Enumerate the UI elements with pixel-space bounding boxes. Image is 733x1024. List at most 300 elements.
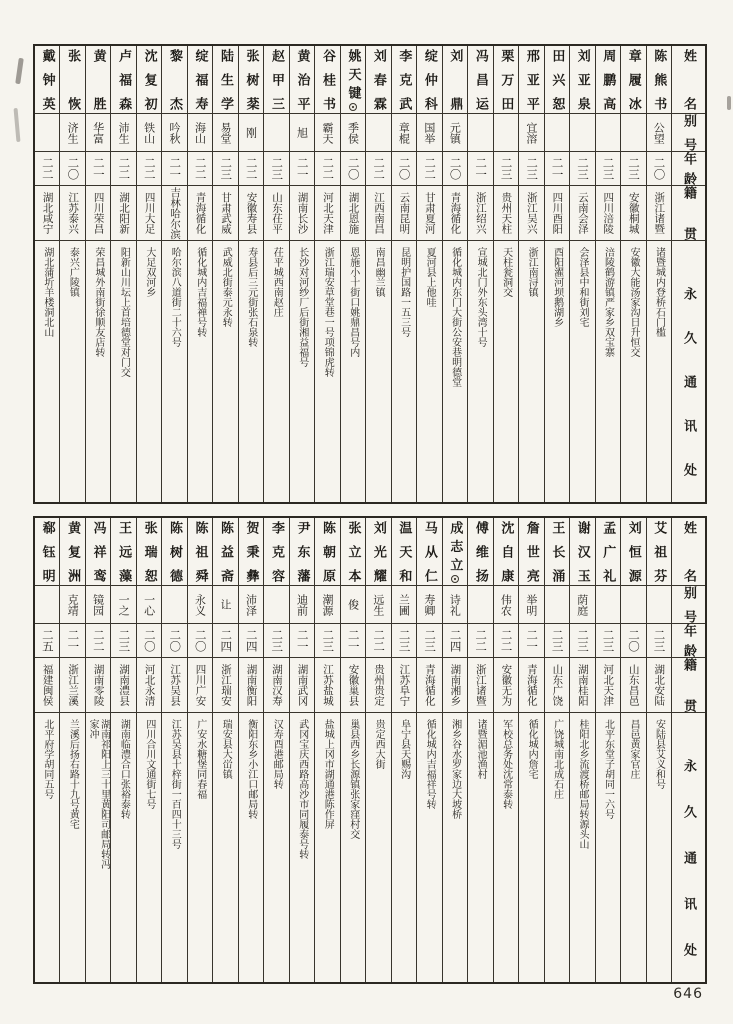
name-cell — [239, 46, 263, 114]
name-cell — [366, 46, 390, 114]
person-address: 衡阳东乡小江口邮局转 — [245, 719, 257, 819]
entry-column — [59, 46, 84, 502]
entry-column — [442, 518, 467, 982]
person-age: 二三 — [601, 157, 616, 180]
alias-cell — [647, 114, 671, 152]
native-place-cell — [621, 186, 645, 241]
native-place-cell — [417, 658, 441, 713]
header-age-label: 年龄 — [681, 624, 696, 657]
alias-cell — [188, 586, 212, 624]
age-cell — [264, 624, 288, 658]
annotation-mark — [451, 575, 459, 583]
address-cell — [647, 713, 671, 982]
entry-column — [340, 46, 365, 502]
person-address: 浙江瑞安草堂巷一号项锦虎转 — [322, 247, 334, 377]
name-cell — [188, 518, 212, 586]
name-cell — [494, 46, 518, 114]
person-name: 周鹏高 — [600, 49, 616, 110]
entry-column — [238, 46, 263, 502]
header-native-cell — [672, 186, 705, 241]
native-place-cell — [35, 658, 59, 713]
person-native-place: 四川荣昌 — [92, 192, 105, 234]
age-cell — [264, 152, 288, 186]
person-age: 二三 — [499, 157, 514, 180]
person-native-place: 湖南桂阳 — [576, 664, 589, 706]
person-age: 二三 — [270, 157, 285, 180]
address-cell — [519, 241, 543, 502]
alias-cell — [366, 114, 390, 152]
person-address: 昆明护国路一五三号 — [398, 247, 410, 337]
person-age: 二〇 — [346, 157, 361, 180]
alias-cell — [545, 586, 569, 624]
alias-cell — [468, 114, 492, 152]
address-cell — [392, 713, 416, 982]
age-cell — [570, 152, 594, 186]
person-native-place: 湖南衡阳 — [245, 664, 258, 706]
person-age: 二三 — [525, 157, 540, 180]
annotation-mark — [349, 103, 357, 111]
person-native-place: 浙江绍兴 — [474, 192, 487, 234]
entry-column — [263, 46, 288, 502]
person-age: 二三 — [397, 629, 412, 652]
alias-cell — [315, 586, 339, 624]
native-place-cell — [315, 658, 339, 713]
alias-cell — [417, 114, 441, 152]
person-name: 刘恒源 — [625, 521, 641, 582]
alias-cell — [264, 114, 288, 152]
person-address: 北平府学胡同五号 — [41, 719, 53, 799]
name-cell — [111, 46, 135, 114]
age-cell — [545, 624, 569, 658]
entry-column — [314, 518, 339, 982]
header-name-label: 姓名 — [681, 49, 696, 110]
person-address: 汉寿酉港邮局转 — [271, 719, 283, 789]
name-cell — [545, 46, 569, 114]
person-alias: 让 — [219, 599, 233, 610]
entry-column — [35, 46, 59, 502]
name-cell — [570, 46, 594, 114]
person-address: 江苏吴县十梓街一百四十三号 — [169, 719, 181, 849]
person-address: 四川合川文通街七号 — [143, 719, 155, 809]
person-address: 盐城上冈市湖通港陈作屏 — [322, 719, 334, 829]
person-name: 傅维扬 — [472, 521, 488, 582]
person-age: 二五 — [40, 629, 55, 652]
person-age: 二三 — [576, 629, 591, 652]
person-name: 刘亚泉 — [574, 49, 590, 110]
person-native-place: 云南会泽 — [576, 192, 589, 234]
person-name: 黄复洲 — [65, 521, 81, 582]
native-place-cell — [162, 186, 186, 241]
name-cell — [621, 46, 645, 114]
person-age: 二一 — [474, 157, 489, 180]
entry-column — [595, 46, 620, 502]
name-cell — [621, 518, 645, 586]
entry-column — [620, 46, 645, 502]
entry-column — [646, 518, 671, 982]
person-native-place: 安徽桐城 — [627, 192, 640, 234]
person-address: 长沙对河纱厂后街湘益福号 — [296, 247, 308, 367]
person-age: 二一 — [550, 157, 565, 180]
name-cell — [443, 46, 467, 114]
alias-cell — [86, 114, 110, 152]
alias-cell — [86, 586, 110, 624]
native-place-cell — [570, 658, 594, 713]
person-address: 湖南临澧合口张裕泰转 — [118, 719, 130, 819]
person-alias: 远生 — [371, 593, 385, 616]
native-place-cell — [60, 658, 84, 713]
person-address: 安徽大能汤家沟日升恒交 — [628, 247, 640, 357]
age-cell — [341, 152, 365, 186]
entry-column — [340, 518, 365, 982]
alias-cell — [570, 114, 594, 152]
person-alias: 刚 — [244, 127, 258, 138]
person-native-place: 浙江诸暨 — [474, 664, 487, 706]
person-address: 安陆县艾义和号 — [653, 719, 665, 789]
address-cell — [417, 713, 441, 982]
person-address: 天柱瓮洞交 — [500, 247, 512, 297]
person-alias: 吟秋 — [168, 121, 182, 144]
age-cell — [35, 624, 59, 658]
person-native-place: 湖南澧县 — [118, 664, 131, 706]
native-place-cell — [443, 658, 467, 713]
age-cell — [417, 152, 441, 186]
native-place-cell — [596, 186, 620, 241]
person-native-place: 江西南昌 — [372, 192, 385, 234]
alias-cell — [392, 114, 416, 152]
native-place-cell — [443, 186, 467, 241]
entry-column — [110, 518, 135, 982]
address-cell — [86, 713, 110, 982]
age-cell — [162, 152, 186, 186]
person-address: 大足双河乡 — [143, 247, 155, 297]
age-cell — [392, 624, 416, 658]
person-age: 二四 — [219, 629, 234, 652]
person-name: 绽福寿 — [192, 49, 208, 110]
person-alias: 诗礼 — [448, 593, 462, 616]
person-address: 荣昌城外南街徐顺友店转 — [92, 247, 104, 357]
header-alias-label: 别号 — [681, 114, 696, 151]
person-name: 尹东藩 — [294, 521, 310, 582]
entry-column — [569, 46, 594, 502]
header-alias-cell — [672, 586, 705, 624]
person-address: 昌邑黄家官庄 — [628, 719, 640, 779]
person-native-place: 江苏盐城 — [321, 664, 334, 706]
alias-cell — [60, 586, 84, 624]
address-cell — [341, 713, 365, 982]
person-age: 二一 — [91, 157, 106, 180]
person-native-place: 四川涪陵 — [602, 192, 615, 234]
person-alias: 国举 — [422, 121, 436, 144]
native-place-cell — [647, 658, 671, 713]
person-name: 陆生学 — [218, 49, 234, 110]
address-cell — [239, 241, 263, 502]
address-cell — [417, 241, 441, 502]
age-cell — [188, 152, 212, 186]
alias-cell — [162, 114, 186, 152]
address-cell — [621, 241, 645, 502]
scan-artifact — [14, 108, 21, 142]
address-cell — [494, 241, 518, 502]
person-native-place: 青海循化 — [423, 664, 436, 706]
header-age-label: 年龄 — [681, 152, 696, 185]
address-cell — [366, 713, 390, 982]
alias-cell — [213, 114, 237, 152]
person-age: 二三 — [652, 629, 667, 652]
name-cell — [570, 518, 594, 586]
person-native-place: 四川酉阳 — [551, 192, 564, 234]
person-native-place: 浙江吴兴 — [525, 192, 538, 234]
person-address: 循化城内吉福禅号转 — [194, 247, 206, 337]
header-name-label: 姓名 — [681, 521, 696, 582]
person-name: 戴钟英 — [39, 49, 55, 110]
native-place-cell — [494, 658, 518, 713]
person-name: 绽仲科 — [421, 49, 437, 110]
alias-cell — [621, 586, 645, 624]
age-cell — [60, 624, 84, 658]
age-cell — [392, 152, 416, 186]
address-cell — [468, 713, 492, 982]
name-cell — [519, 46, 543, 114]
header-address-label: 永久通讯处 — [681, 287, 696, 476]
person-native-place: 山东茌平 — [271, 192, 283, 234]
person-name: 黄胜 — [90, 49, 106, 110]
header-alias-label: 别号 — [681, 586, 696, 623]
person-age: 二〇 — [66, 157, 81, 180]
address-cell — [264, 713, 288, 982]
person-address: 循化城内东门大街公安巷明德堂 — [449, 247, 461, 387]
name-cell — [60, 518, 84, 586]
person-name: 邢亚平 — [523, 49, 539, 110]
entry-column — [391, 46, 416, 502]
person-name: 谢汉玉 — [574, 521, 590, 582]
person-address: 寿县后三元街张石泉转 — [245, 247, 257, 347]
person-age: 二三 — [219, 157, 234, 180]
address-cell — [213, 713, 237, 982]
alias-cell — [519, 586, 543, 624]
entry-column — [493, 518, 518, 982]
person-address: 诸暨城内登桥石门槛 — [653, 247, 665, 337]
name-cell — [239, 518, 263, 586]
person-name: 冯昌运 — [472, 49, 488, 110]
name-cell — [366, 518, 390, 586]
native-place-cell — [264, 658, 288, 713]
header-native-label: 籍贯 — [681, 186, 696, 240]
person-name: 成志立 — [447, 521, 463, 571]
address-cell — [315, 241, 339, 502]
person-address: 兰溪后扬右路十九号黄宅 — [67, 719, 79, 829]
alias-cell — [494, 586, 518, 624]
native-place-cell — [60, 186, 84, 241]
native-place-cell — [494, 186, 518, 241]
person-name: 王长涌 — [549, 521, 565, 582]
person-alias: 海山 — [193, 121, 207, 144]
alias-cell — [188, 114, 212, 152]
age-cell — [468, 152, 492, 186]
person-name: 刘春霖 — [370, 49, 386, 110]
person-age: 二二 — [423, 157, 438, 180]
entry-column — [442, 46, 467, 502]
name-cell — [264, 518, 288, 586]
age-cell — [366, 152, 390, 186]
person-name: 张恢 — [65, 49, 81, 110]
address-cell — [519, 713, 543, 982]
native-place-cell — [621, 658, 645, 713]
alias-cell — [35, 114, 59, 152]
native-place-cell — [468, 658, 492, 713]
native-place-cell — [315, 186, 339, 241]
person-alias: 沛生 — [117, 121, 131, 144]
person-name: 陈树德 — [167, 521, 183, 582]
entry-column — [365, 46, 390, 502]
name-cell — [519, 518, 543, 586]
entry-column — [263, 518, 288, 982]
person-name: 刘鼎 — [447, 49, 463, 110]
person-native-place: 安徽寿县 — [245, 192, 258, 234]
header-native-cell — [672, 658, 705, 713]
age-cell — [443, 152, 467, 186]
address-cell — [162, 713, 186, 982]
person-name: 艾祖芬 — [651, 521, 667, 582]
person-native-place: 浙江兰溪 — [67, 664, 80, 706]
entry-column — [569, 518, 594, 982]
person-native-place: 山东广饶 — [551, 664, 564, 706]
person-age: 二四 — [244, 629, 259, 652]
alias-cell — [137, 586, 161, 624]
name-cell — [596, 518, 620, 586]
person-address: 湖南祁阳上三十里黄阳司邮局转冯家冲 — [87, 719, 110, 869]
person-name: 章履冰 — [625, 49, 641, 110]
age-cell — [621, 624, 645, 658]
person-name: 李克容 — [268, 521, 284, 582]
person-name: 李克武 — [396, 49, 412, 110]
person-native-place: 江苏泰兴 — [67, 192, 80, 234]
name-cell — [35, 46, 59, 114]
header-alias-cell — [672, 114, 705, 152]
person-native-place: 湖北安陆 — [653, 664, 666, 706]
directory-table-top — [33, 44, 707, 504]
person-age: 二一 — [66, 629, 81, 652]
person-address: 浙江南浔镇 — [526, 247, 538, 297]
person-address: 贵定西大街 — [373, 719, 385, 769]
age-cell — [86, 152, 110, 186]
person-native-place: 青海循化 — [449, 192, 462, 234]
person-alias: 一之 — [117, 593, 131, 616]
age-cell — [596, 152, 620, 186]
person-name: 卢福森 — [116, 49, 132, 110]
age-cell — [519, 624, 543, 658]
age-cell — [188, 624, 212, 658]
alias-cell — [443, 114, 467, 152]
native-place-cell — [366, 658, 390, 713]
address-cell — [545, 241, 569, 502]
person-alias: 铁山 — [142, 121, 156, 144]
native-place-cell — [239, 186, 263, 241]
alias-cell — [341, 114, 365, 152]
native-place-cell — [239, 658, 263, 713]
person-address: 广饶城南北成石庄 — [551, 719, 563, 799]
person-age: 二一 — [168, 157, 183, 180]
age-cell — [443, 624, 467, 658]
header-address-cell — [672, 241, 705, 502]
person-age: 二四 — [448, 629, 463, 652]
age-cell — [366, 624, 390, 658]
age-cell — [647, 624, 671, 658]
native-place-cell — [341, 658, 365, 713]
address-cell — [315, 713, 339, 982]
entry-column — [646, 46, 671, 502]
alias-cell — [443, 586, 467, 624]
person-native-place: 湖南武冈 — [296, 664, 309, 706]
person-alias: 公望 — [652, 121, 666, 144]
name-cell — [596, 46, 620, 114]
entry-column — [314, 46, 339, 502]
native-place-cell — [213, 186, 237, 241]
person-name: 栗万田 — [498, 49, 514, 110]
native-place-cell — [545, 186, 569, 241]
person-alias: 宜溶 — [524, 121, 538, 144]
alias-cell — [137, 114, 161, 152]
person-age: 二二 — [142, 157, 157, 180]
name-cell — [494, 518, 518, 586]
age-cell — [315, 152, 339, 186]
person-name: 沈自康 — [498, 521, 514, 582]
alias-cell — [162, 586, 186, 624]
entry-column — [620, 518, 645, 982]
header-native-label: 籍贯 — [681, 658, 696, 712]
person-age: 二〇 — [397, 157, 412, 180]
age-cell — [596, 624, 620, 658]
person-alias: 旭 — [295, 127, 309, 138]
person-alias: 华富 — [91, 121, 105, 144]
native-place-cell — [519, 658, 543, 713]
alias-cell — [315, 114, 339, 152]
person-age: 二〇 — [652, 157, 667, 180]
person-name: 温天和 — [396, 521, 412, 582]
name-cell — [111, 518, 135, 586]
person-native-place: 山东昌邑 — [627, 664, 640, 706]
native-place-cell — [111, 658, 135, 713]
native-place-cell — [86, 186, 110, 241]
address-cell — [443, 713, 467, 982]
person-native-place: 甘肃武威 — [220, 192, 233, 234]
header-address-cell — [672, 713, 705, 982]
person-native-place: 浙江诸暨 — [653, 192, 666, 234]
person-address: 湖北蒲圻羊楼洞北山 — [41, 247, 53, 337]
name-cell — [162, 46, 186, 114]
directory-table-bottom — [33, 516, 707, 984]
age-cell — [545, 152, 569, 186]
name-cell — [417, 46, 441, 114]
page-number: 646 — [673, 986, 703, 1002]
person-alias: 克靖 — [66, 593, 80, 616]
age-cell — [162, 624, 186, 658]
person-alias: 济生 — [66, 121, 80, 144]
address-cell — [596, 241, 620, 502]
entry-column — [136, 46, 161, 502]
age-cell — [621, 152, 645, 186]
person-age: 二〇 — [142, 629, 157, 652]
entry-column — [85, 518, 110, 982]
person-native-place: 四川大足 — [143, 192, 156, 234]
person-name: 陈朝原 — [319, 521, 335, 582]
entry-column — [289, 518, 314, 982]
person-alias: 举明 — [524, 593, 538, 616]
person-address: 宣城北门外东头湾十号 — [475, 247, 487, 347]
entry-column — [416, 46, 441, 502]
alias-cell — [468, 586, 492, 624]
name-cell — [60, 46, 84, 114]
person-age: 二一 — [346, 629, 361, 652]
